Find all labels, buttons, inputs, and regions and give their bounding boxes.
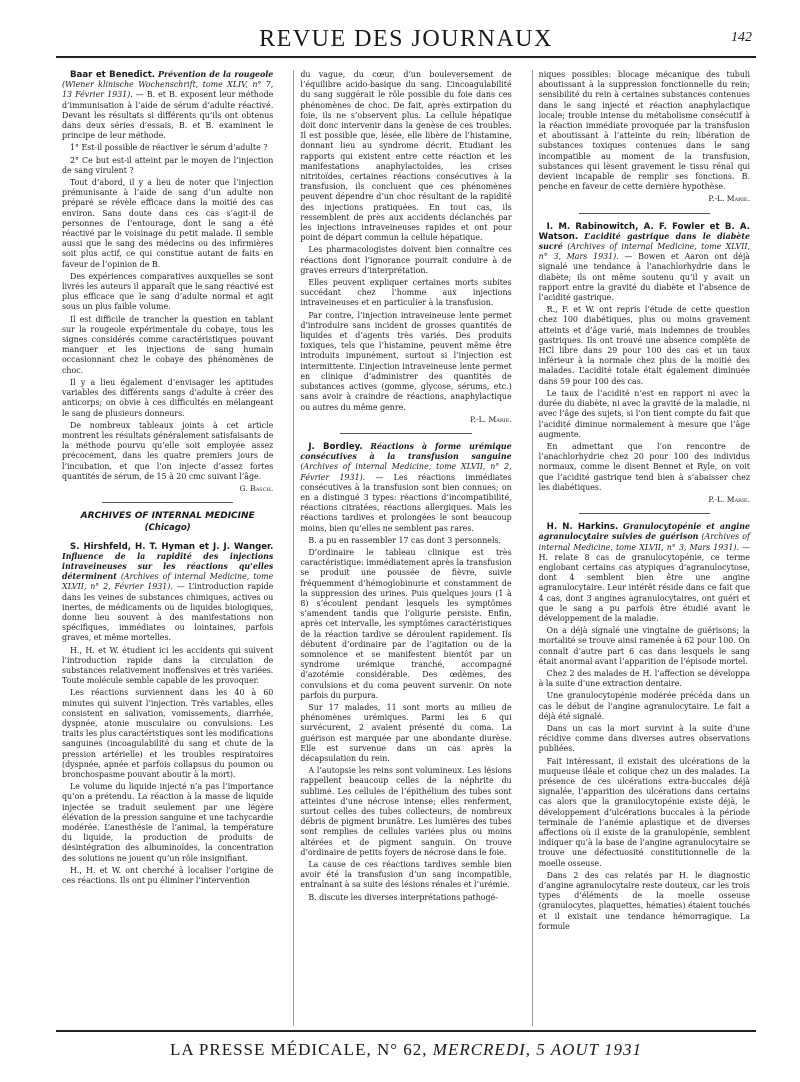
article-authors: I. M. Rabinowitch, A. F. Fowler et B. A. Watson. — [538, 221, 750, 242]
article-authors: S. Hirshfeld, H. T. Hyman et J. J. Wanger. — [70, 541, 274, 552]
article-reference: (Archives of internal Medicine, tome XLVII, n° 3, Mars 1931). — [538, 242, 750, 262]
signature: P.-L. Marie. — [708, 194, 750, 204]
paragraph: Une granulocytopénie modérée précéda dans un cas le début de l’angine agranulocytaire. Le fait a déjà été signalé. — [538, 691, 750, 721]
paragraph: Il y a lieu également d’envisager les aptitudes variables des différents sangs d’adulte à créer des anticorps; on obvie à ces difficultés en mélangeant le sang de plusieurs donneurs. — [62, 377, 274, 418]
article-authors: Baar et Benedict. — [70, 70, 156, 80]
running-title: REVUE DES JOURNAUX — [259, 26, 553, 52]
paragraph: 2° Ce but est-il atteint par le moyen de l’injection de sang virulent ? — [62, 155, 274, 175]
article-text: — Les réactions immédiates consécutives à la transfusion sont bien connues; on en a distingué 3 types: réactions d’incompatibilité, réactions citratées, réactions allergiques. Mais les réactions tardives et prolongées le sont beaucoup moins, bien qu’elles ne semblent pas rares. — [300, 472, 512, 533]
article-abstract — [300, 442, 511, 534]
article-title: L’acidité gastrique dans le diabète sucré — [538, 231, 750, 252]
paragraph: En admettant que l’on rencontre de l’anachlorhydrie chez 20 pour 100 des individus normaux, comme le disent Bennet et Ryle, on voit que l’acidité gastrique tend bien à s’abaisser chez les diabétiques. — [538, 441, 750, 492]
article-abstract — [539, 222, 750, 304]
paragraph: H., H. et W. ont cherché à localiser l’origine de ces réactions. Ils ont pu éliminer l’intervention — [62, 865, 274, 886]
paragraph: Chez 2 des malades de H. l’affection se développa à la suite d’une extraction dentaire. — [538, 668, 750, 689]
page-number: 142 — [731, 30, 752, 45]
article-reference: (Wiener klinische Wochenschrift, tome XLIV, n° 7, 13 Février 1931). — [62, 80, 274, 100]
signature: G. Basch. — [239, 483, 274, 493]
journal-section-title: ARCHIVES OF INTERNAL MEDICINE — [80, 511, 255, 522]
paragraph: du vague, du cœur, d’un bouleversement de l’équilibre acido-basique du sang. L’incoagulabilité du sang suggérait le rôle possible du foie dans ces phénomènes de choc. De fait, après extirpation du foie, ils ne s’observent plus. La cellule hépatique doit donc intervenir dans la genèse de ces troubles. Il est possible que, lésée, elle libère de l’histamine, donnant lieu au syndrome décrit. Etudiant les rapports qui existent entre cette réaction et les manifestations anaphylactoïdes, les crises nitritoïdes, certaines réactions consécutives à la transfusion, ils concluent que ces phénomènes peuvent dépendre d’un choc résultant de la rapidité des injections pratiquées. En tout cas, ils ressemblent de près aux accidents déclanchés par les injections intraveineuses rapides et ont pour point de départ commun la cellule hépatique. — [300, 70, 512, 243]
paragraph: De nombreux tableaux joints à cet article montrent les résultats généralement satisfaisants de la méthode pourvu qu’elle soit employée assez précocement, dans les quatre premiers jours de l’incubation, et que l’on injecte d’assez fortes quantités de sérum, de 15 à 20 cmc suivant l’âge. — [62, 420, 274, 481]
paragraph: Sur 17 malades, 11 sont morts au milieu de phénomènes urémiques. Parmi les 6 qui survécurent, 2 avaient présenté du coma. La guérison est marquée par une abondante diurèse. Elle est survenue dans un cas après la décapsulation du rein. — [300, 702, 512, 763]
column-3 — [532, 70, 756, 1026]
paragraph: H., H. et W. étudient ici les accidents qui suivent l’introduction rapide dans la circulation de substances relativement inoffensives et très variées. Toute molécule semble capable de les provoquer. — [62, 645, 274, 686]
page-footer — [56, 1030, 756, 1064]
paragraph: Les réactions surviennent dans les 40 à 60 minutes qui suivent l’injection. Très variables, elles consistent en salivation, vomissements, diarrhée, dyspnée, atonie musculaire ou convulsions. Les traits les plus caractéristiques sont les modifications sanguines (incoagulabilité du sang et chute de la pression artérielle) et les troubles respiratoires (dyspnée, apnée et parfois collapsus du poumon ou bronchospasme pouvant aboutir à la mort). — [62, 688, 274, 779]
article-text: — L’introduction rapide dans les veines de substances chimiques, actives ou inertes, de médicaments ou de liquides biologiques, donne lieu souvent à des manifestations non spécifiques, immédiates ou lointaines, parfois graves, et même mortelles. — [62, 582, 274, 643]
paragraph: B. discute les diverses interprétations pathogé- — [308, 892, 498, 902]
paragraph: Le taux de l’acidité n’est en rapport ni avec la durée du diabète, ni avec la gravité de la maladie, ni avec l’âge des sujets, si l’on tient compte du fait que l’acidité diminue normalement à mesure que l’âge augmente. — [538, 388, 750, 439]
paragraph: Il est difficile de trancher la question en tablant sur la rougeole expérimentale du cobaye, tous les signes considérés comme caractéristiques pouvant manquer et les injections de sang humain occasionnant chez le cobaye des phénomènes de choc. — [62, 314, 274, 375]
article-title: Granulocytopénie et angine agranulocytaire suivies de guérison — [538, 522, 750, 542]
column-1 — [56, 70, 279, 1026]
section-divider — [340, 433, 471, 434]
article-text: — Bowen et Aaron ont déjà signalé une tendance à l’anachlorhydrie dans le diabète; ils ont même soutenu qu’il y avait un rapport entre la gravité du diabète et l’absence de l’acidité gastrique. — [538, 252, 750, 303]
column-2 — [293, 70, 517, 1026]
signature: P.-L. Marie. — [708, 494, 750, 504]
article-title: Influence de la rapidité des injections intraveineuses sur les réactions qu’elles déterminent — [62, 551, 274, 582]
page-header — [56, 22, 756, 58]
footer-date: MERCREDI, 5 AOUT 1931 — [432, 1040, 643, 1059]
journal-section-location: (Chicago) — [144, 523, 191, 534]
paragraph: La cause de ces réactions tardives semble bien avoir été la transfusion d’un sang incompatible, entraînant à sa suite des lésions rénales et l’urémie. — [300, 860, 512, 890]
article-title: Réactions à forme urémique consécutives à la transfusion sanguine — [300, 441, 512, 462]
paragraph: Le volume du liquide injecté n’a pas l’importance qu’on a prétendu. La réaction à la masse de liquide injectée se traduit seulement par une légère élévation de la pression sanguine et une tachycardie modérée. L’anesthésie de l’animal, la température du liquide, la production de produits de désintégration des albuminoïdes, la concentration des solutions ne jouent qu’un rôle insignifiant. — [62, 782, 274, 863]
article-authors: J. Bordley. — [308, 441, 363, 452]
footer-journal: LA PRESSE MÉDICALE, N° 62, — [169, 1040, 428, 1059]
paragraph: Elles peuvent expliquer certaines morts subites succédant chez l’homme aux injections intraveineuses et en particulier à la transfusion. — [300, 278, 512, 308]
paragraph: 1° Est-il possible de réactiver le sérum d’adulte ? — [70, 143, 268, 153]
article-columns — [56, 70, 756, 1026]
paragraph: A l’autopsie les reins sont volumineux. Les lésions rappellent beaucoup celles de la néphrite du sublimé. Les cellules de l’épithélium des tubes sont atteintes d’une nécrose intense; elles renferment, surtout celles des tubes collecteurs, de nombreux débris de pigment brunâtre. Les lumières des tubes sont remplies de cellules variées plus ou moins altérées et de pigment sanguin. On trouve d’ordinaire de petits foyers de nécrose dans le foie. — [300, 766, 512, 857]
paragraph: Fait intéressant, il existait des ulcérations de la muqueuse iléale et colique chez un des malades. La présence de ces ulcérations extra-buccales déjà signalée, l’apparition des ulcérations dans certains cas alors que la granulocytopénie existe déjà, le développement d’ulcérations buccales à la période terminale de l’anémie aplastique et de diverses affections où il existe de la granulopénie, semblent indiquer qu’à la base de l’angine agranulocytaire se trouve une défectuosité constitutionnelle de la moelle osseuse. — [538, 756, 750, 868]
paragraph: B. a pu en rassembler 17 cas dont 3 personnels. — [308, 535, 502, 545]
article-text: — H. relate 8 cas de granulocytopénie, ce terme englobant certains cas atypiques d’agranulocytose, dont 4 semblent bien être une angine agranulocytaire. Leur intérêt réside dans ce fait que 4 cas, dont 3 angines agranulocytaires, ont guéri et que le sang a pu parfois être étudié avant le développement de la maladie. — [538, 542, 750, 623]
article-title: Prévention de la rougeole — [158, 70, 274, 79]
paragraph: R., F. et W. ont repris l’étude de cette question chez 100 diabétiques, plus ou moins gravement atteints et d’âge varié, mais indemnes de troubles gastriques. Ils ont trouvé une absence complète de HCl libre dans 29 pour 100 des cas et un taux inférieur à la normale chez plus de la moitié des malades. L’acidité totale était également diminuée dans 59 pour 100 des cas. — [538, 305, 750, 386]
paragraph: Des expériences comparatives auxquelles se sont livrés les auteurs il apparaît que le sang réactivé est plus efficace que le sang d’adulte normal et agit sous un plus faible volume. — [62, 271, 274, 312]
article-reference: (Archives of internal Medicine, tome XLVII, n° 3, Mars 1931). — [538, 532, 750, 552]
article-text: — B. et B. exposent leur méthode d’immunisation à l’aide de sérum d’adulte réactivé. Devant les résultats si différents qu’ils ont obtenus dans deux séries d’essais, B. et B. examinent le principe de leur méthode. — [62, 90, 274, 141]
paragraph: Dans un cas la mort survint à la suite d’une récidive comme dans diverses autres observations publiées. — [538, 723, 750, 754]
article-reference: (Archives of internal Medicine, tome XLVII, n° 2, Février 1931). — [62, 572, 274, 592]
paragraph: On a déjà signalé une vingtaine de guérisons; la mortalité se trouve ainsi ramenée à 62 pour 100. On connaît d’autre part 6 cas dans lesquels le sang était anormal avant l’apparition de l’épisode mortel. — [538, 626, 750, 666]
paragraph: Dans 2 des cas relatés par H. le diagnostic d’angine agranulocytaire reste douteux, car les trois types d’éléments de la moelle osseuse (granulocytes, plaquettes, hématies) étaient touchés et il existait une tendance hémorragique. La formule — [538, 870, 750, 931]
article-abstract — [62, 542, 273, 644]
paragraph: niques possibles: blocage mécanique des tubuli aboutissant à la suppression fonctionnelle du rein; sensibilité du rein à certaines substances contenues dans le sang injecté et réaction anaphylactique locale; trouble intense du métabolisme consécutif à la réaction immédiate provoquée par la transfusion et aboutissant à l’atteinte du rein; libération de substances toxiques contenues dans le sang incompatible au moment de la transfusion, substances qui lèsent gravement le tissu rénal qui devient incapable de remplir ses fonctions. B. penche en faveur de cette dernière hypothèse. — [538, 70, 750, 192]
footer-line — [56, 1040, 756, 1060]
section-divider — [579, 513, 710, 514]
signature: P.-L. Marie. — [470, 414, 512, 424]
paragraph: Tout d’abord, il y a lieu de noter que l’injection prémunisante à l’aide de sang d’un adulte non préparé se révèle efficace dans la moitié des cas environ. Sans doute dans ces cas s’agit-il de personnes de l’entourage, dont le sang a été réactivé par le voisinage du petit malade. Il semble aussi que le sang des médecins ou des infirmières soit plus actif, ce qui constitue autant de faits en faveur de l’opinion de B. — [62, 178, 274, 269]
paragraph: Par contre, l’injection intraveineuse lente permet d’introduire sans incident de grosses quantités de liquides et d’agents très variés. Des produits toxiques, tels que l’histamine, peuvent même être introduits impunément, surtout si l’injection est intermittente. L’injection intraveineuse lente permet en clinique d’administrer des quantités de substances actives (gomme, glycose, sérums, etc.) sans avoir à craindre de réactions, anaphylactique ou autres du même genre. — [300, 310, 512, 412]
article-reference: (Archives of internal Medicine, tome XLVII, n° 2, Février 1931). — [300, 462, 512, 482]
article-abstract — [539, 522, 750, 624]
section-divider — [579, 213, 710, 214]
article-abstract — [62, 70, 273, 141]
paragraph: Les pharmacologistes doivent bien connaître ces réactions dont l’ignorance pourrait conduire à de graves erreurs d’interprétation. — [300, 245, 512, 275]
section-divider — [102, 502, 233, 503]
article-authors: H. N. Harkins. — [546, 522, 619, 533]
paragraph: D’ordinaire le tableau clinique est très caractéristique: immédiatement après la transfusion se produit une poussée de fièvre, suivie fréquemment d’hémoglobinurie et constamment de la suppression des urines. Puis quelques jours (1 à 8) s’écoulent pendant lesquels les symptômes s’amendent tandis que l’oligurie persiste. Enfin, après cet intervalle, les symptômes caractéristiques de la réaction tardive se déroulent rapidement. Ils débutent d’ordinaire par de l’agitation ou de la somnolence et se manifestent bientôt par un syndrome urémique tranché, accompagné d’azotémie considérable. Des œdèmes, des convulsions et du coma peuvent survenir. On note parfois du purpura. — [300, 547, 512, 700]
